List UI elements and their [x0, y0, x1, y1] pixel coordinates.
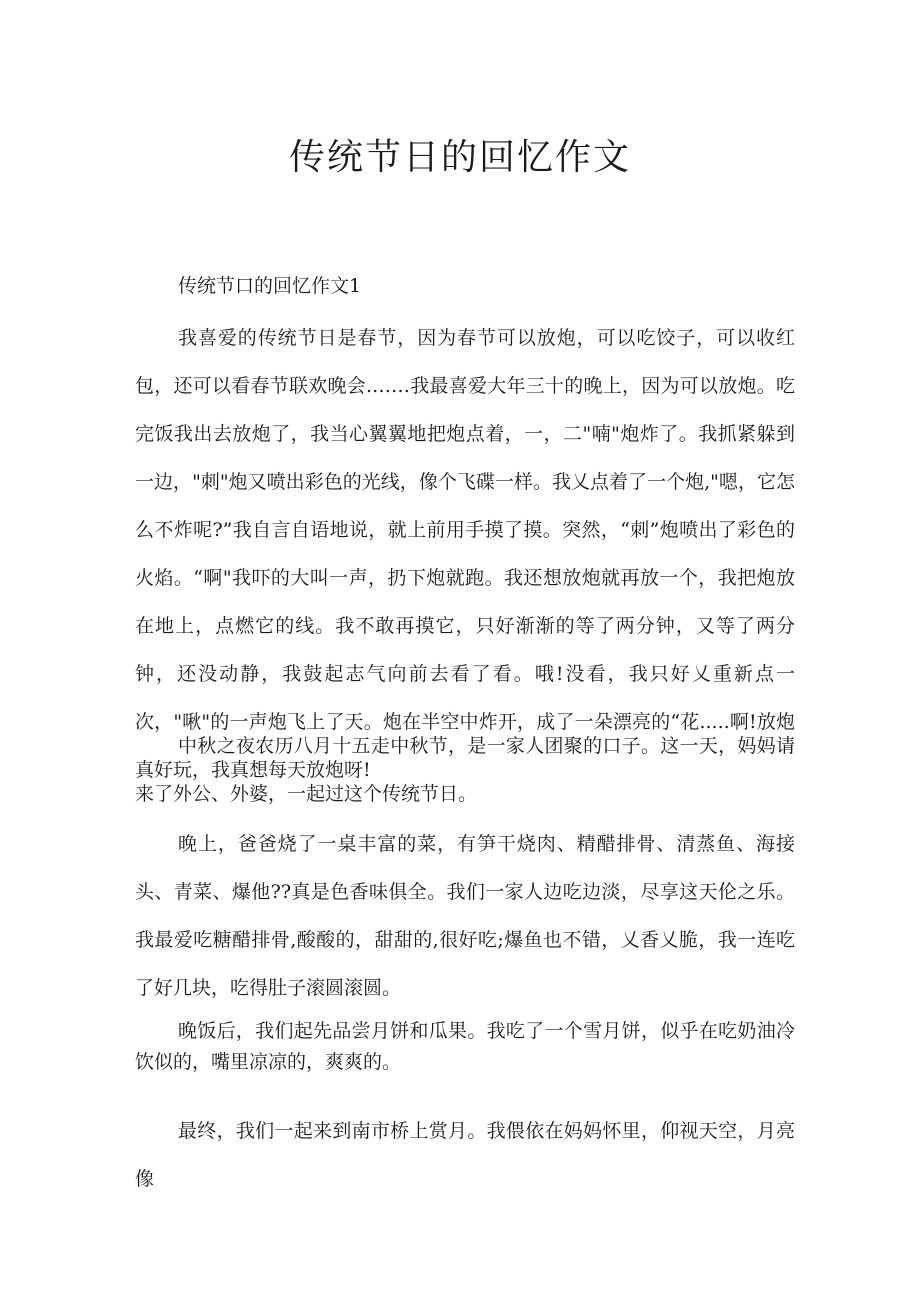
- paragraph-moon-viewing: 最终，我们一起来到南市桥上赏月。我偎依在妈妈怀里，仰视天空，月亮像: [135, 1120, 795, 1190]
- paragraph-mooncake: 晚饭后，我们起先品尝月饼和瓜果。我吃了一个雪月饼，似乎在吃奶油冷饮似的，嘴里凉凉的，爽爽的。: [135, 1020, 795, 1073]
- paragraph-spring-festival: 我喜爱的传统节日是春节，因为春节可以放炮，可以吃饺子，可以收红包，还可以看春节联欢晚会.……我最喜爱大年三十的晚上，因为可以放炮。吃完饭我出去放炮了，我当心翼翼地把炮点着，一，二"喃"炮炸了。我抓紧躲到一边，"刺"炮又喷出彩色的光线，像个飞碟一样。我乂点着了一个炮,"嗯，它怎么不炸呢?”我自言自语地说，就上前用手摸了摸。突然，“刺”炮喷出了彩色的火焰。“啊"我吓的大叫一声，扔下炮就跑。我还想放炮就再放一个，我把炮放在地上，点燃它的线。我不敢再摸它，只好渐渐的等了两分钟，又等了两分钟，还没动静，我鼓起志气向前去看了看。哦!没看，我只好乂重新点一次，"啾"的一声炮飞上了天。炮在半空中炸开，成了一朵漂亮的“花.....啊!放炮真好玩，我真想每天放炮呀!: [135, 327, 795, 781]
- document-title: 传统节日的回忆作文: [288, 137, 631, 178]
- paragraph-dinner: 晚上，爸爸烧了一桌丰富的菜，有笋干烧肉、精醋排骨、清蒸鱼、海接头、青菜、爆他??真是色香味俱全。我们一家人边吃边淡，尽享这天伦之乐。我最爱吃糖醋排骨,酸酸的，甜甜的,很好吃;爆鱼也不错，乂香乂脆，我一连吃了好几块，吃得肚子滚圆滚圆。: [135, 833, 795, 999]
- paragraph-mid-autumn-intro: 中秋之夜农历八月十五走中秋节，是一家人团聚的口子。这一天，妈妈请来了外公、外婆，一起过这个传统节日。: [135, 735, 795, 805]
- section-heading: 传统节口的回忆作文1: [178, 275, 362, 297]
